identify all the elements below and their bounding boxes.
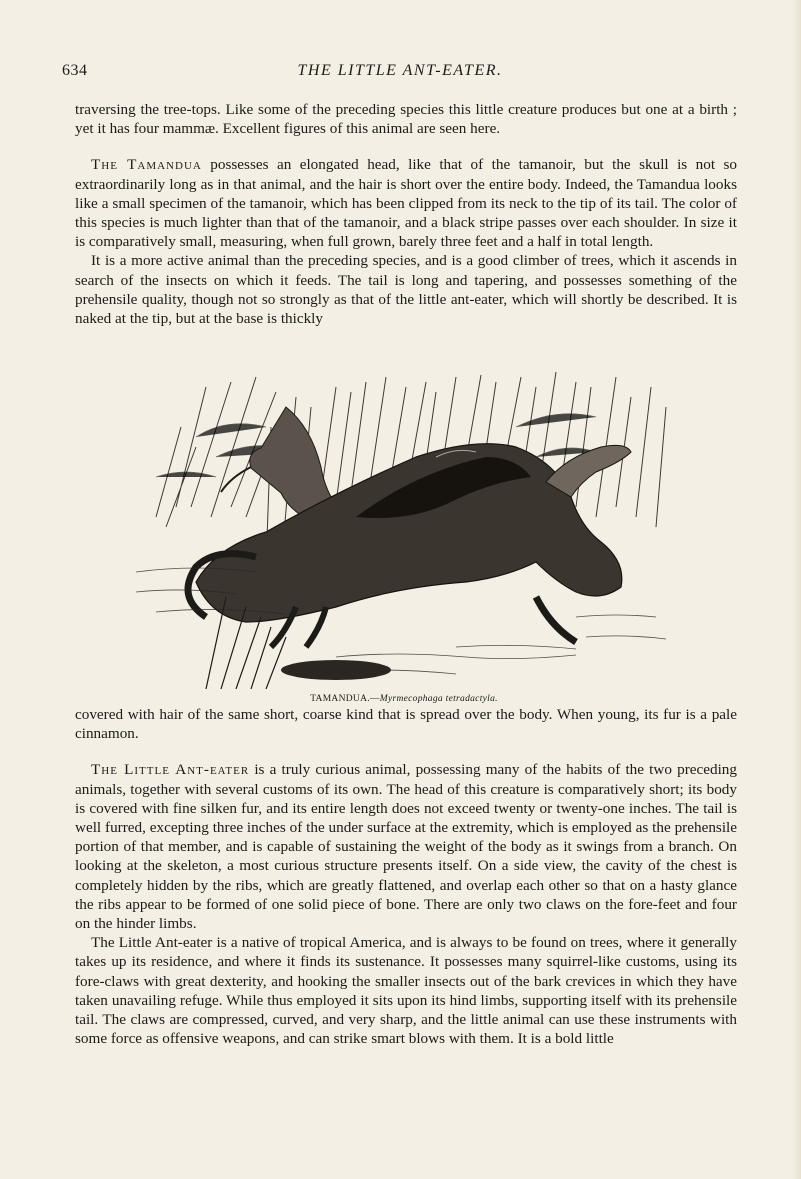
page-edge [793,0,801,1179]
running-head: THE LITTLE ANT-EATER. [297,62,503,79]
paragraph: covered with hair of the same short, coarse kind that is spread over the body. When young, its fur is a pale cinnamon. [75,706,737,743]
paragraph: It is a more active animal than the preceding species, and is a good climber of trees, which it ascends in search of the insects on which it feeds. The tail is long and tapering, and possesses something of the prehensile quality, though not so strongly as that of the little ant-eater, which will shortly be described. It is naked at the tip, but at the base is thickly [75,252,737,328]
paragraph: The Little Ant-eater is a truly curious animal, possessing many of the habits of the two preceding animals, together with several customs of its own. The head of this creature is comparatively short; its body is covered with fine silken fur, and its entire length does not exceed twenty or twenty-one inches. The tail is well furred, excepting three inches of the under surface at the extremity, which is employed as the prehensile portion of that member, and is capable of sustaining the weight of the body as it swings from a branch. On looking at the skeleton, a most curious structure presents itself. On a side view, the cavity of the chest is completely hidden by the ribs, which are greatly flattened, and overlap each other so that on a hasty glance the ribs appear to be formed of one solid piece of bone. There are only two claws on the fore-feet and four on the hinder limbs. [75,761,737,933]
page-number: 634 [62,62,88,79]
page-header [62,62,738,86]
paragraph-lead: The Tamandua [91,156,202,174]
caption-dash: — [369,694,380,704]
paragraph: The Tamandua possesses an elongated head, like that of the tamanoir, but the skull is not so extraordinarily long as in that animal, and the hair is short over the entire body. Indeed, the Tamandua looks like a small specimen of the tamanoir, which has been clipped from its neck to the tip of its tail. The color of this species is much lighter than that of the tamanoir, and a black stripe passes over each shoulder. In size it is comparatively small, measuring, when full grown, barely three feet and a half in total length. [75,156,737,251]
caption-title: TAMANDUA. [310,694,370,704]
figure-caption [136,694,672,704]
tamandua-engraving [136,367,672,689]
paragraph-lead: The Little Ant-eater [91,761,250,779]
paragraph: The Little Ant-eater is a native of tropical America, and is always to be found on trees, where it generally takes up its residence, and where it finds its sustenance. It possesses many squirrel-like customs, using its fore-claws with great dexterity, and hooking the smaller insects out of the bark crevices in which they have taken unavailing refuge. While thus employed it sits upon its hind limbs, supporting itself with its prehensile tail. The claws are compressed, curved, and very sharp, and the little animal can use these instruments with some force as offensive weapons, and can strike smart blows with them. It is a bold little [75,934,737,1048]
text-block-top [75,100,737,328]
caption-species: Myrmecophaga tetradactyla. [379,694,498,704]
text-block-bottom [75,705,737,1048]
paragraph: traversing the tree-tops. Like some of the preceding species this little creature produces but one at a birth ; yet it has four mammæ. Excellent figures of this animal are seen here. [75,101,737,138]
